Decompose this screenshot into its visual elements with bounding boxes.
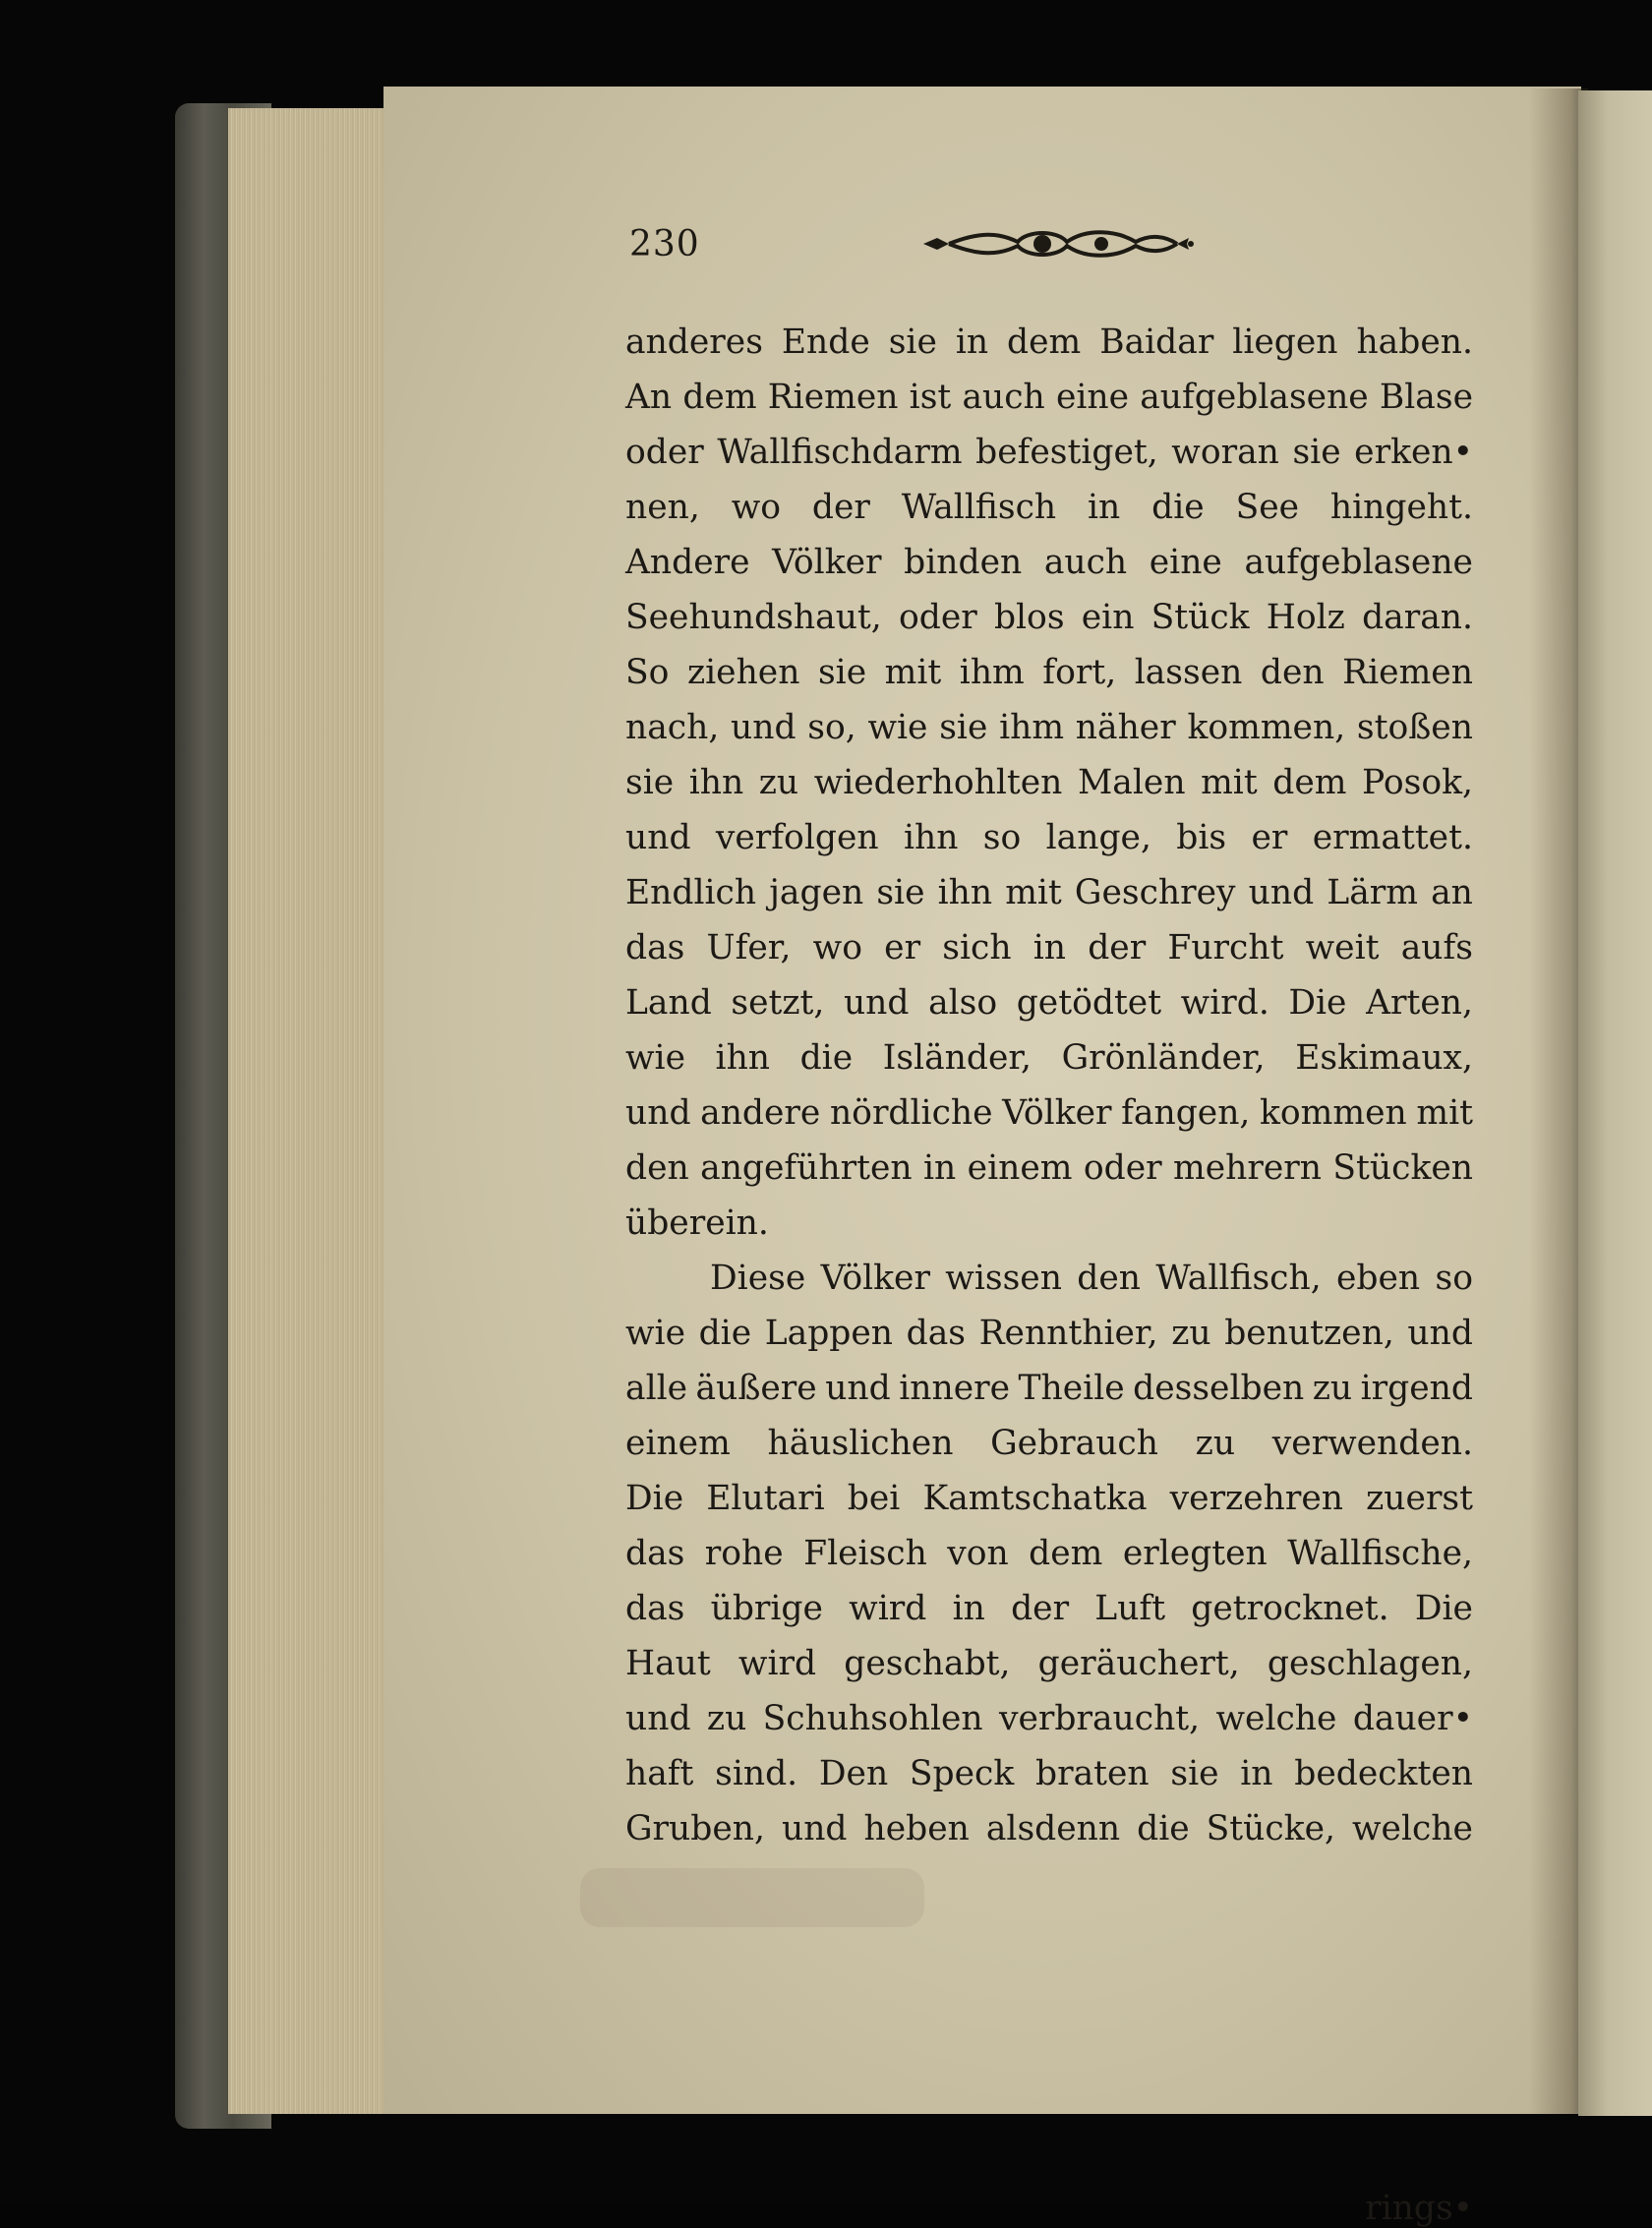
- text-line: [625, 1636, 1473, 1691]
- word: das: [625, 1589, 685, 1628]
- text-line: [625, 1085, 1473, 1141]
- word: anderes: [625, 322, 763, 362]
- text-line: [625, 535, 1473, 590]
- word: dem: [1007, 322, 1082, 362]
- word: getödtet: [1016, 983, 1162, 1023]
- word: sie: [888, 322, 937, 362]
- word: binden: [904, 543, 1023, 582]
- word: so: [1435, 1259, 1473, 1298]
- word: Wallfische,: [1287, 1534, 1473, 1573]
- word: Holz: [1266, 598, 1345, 637]
- word: einem: [625, 1424, 731, 1463]
- word: die: [1137, 1809, 1190, 1848]
- word: mit: [1201, 763, 1258, 802]
- text-line: [625, 425, 1473, 480]
- word: Stücken: [1332, 1148, 1473, 1188]
- word: ermattet.: [1312, 818, 1473, 857]
- word: erken•: [1354, 433, 1473, 472]
- word: innere: [899, 1369, 1011, 1408]
- word: Riemen: [1342, 653, 1473, 692]
- page-block-edges: [228, 108, 405, 2114]
- text-line: [625, 1030, 1473, 1085]
- word: von: [947, 1534, 1009, 1573]
- word: aufs: [1400, 928, 1473, 967]
- text-line: [625, 920, 1473, 975]
- page-number: 230: [629, 224, 700, 264]
- word: jagen: [769, 873, 864, 912]
- word: häuslichen: [767, 1424, 954, 1463]
- word: lassen: [1134, 653, 1243, 692]
- word: alsdenn: [985, 1809, 1121, 1848]
- word: Endlich: [625, 873, 757, 912]
- word: ihn: [688, 763, 744, 802]
- text-line: [625, 645, 1473, 700]
- word: und: [843, 983, 910, 1023]
- word: oder: [898, 598, 977, 637]
- word: Eskimaux,: [1295, 1038, 1473, 1078]
- word: Ufer,: [706, 928, 792, 967]
- word: Geschrey: [1074, 873, 1236, 912]
- text-line: [625, 1251, 1473, 1306]
- word: so,: [807, 708, 856, 747]
- word: Andere: [625, 543, 750, 582]
- word: heben: [863, 1809, 970, 1848]
- text-line: [625, 1306, 1473, 1361]
- word: zu: [758, 763, 799, 802]
- word: Wallfisch: [901, 488, 1057, 527]
- text-line: [625, 1526, 1473, 1581]
- word: befestiget,: [975, 433, 1158, 472]
- word: haben.: [1356, 322, 1473, 362]
- word: Wallfischdarm: [717, 433, 963, 472]
- ink-bleed-smudge: [580, 1868, 924, 1927]
- text-line: [625, 975, 1473, 1030]
- word: erlegten: [1122, 1534, 1268, 1573]
- word: Ende: [781, 322, 870, 362]
- word: zu: [706, 1699, 747, 1738]
- word: in: [1240, 1754, 1273, 1793]
- word: blos: [993, 598, 1065, 637]
- word: sind.: [715, 1754, 798, 1793]
- word: und: [781, 1809, 848, 1848]
- word: Luft: [1094, 1589, 1166, 1628]
- text-line: [625, 1691, 1473, 1746]
- word: ihn: [937, 873, 993, 912]
- word: verzehren: [1169, 1479, 1343, 1518]
- word: verbraucht,: [999, 1699, 1201, 1738]
- word: bedeckten: [1294, 1754, 1473, 1793]
- word: sie: [1170, 1754, 1219, 1793]
- word: welche: [1352, 1809, 1473, 1848]
- word: stoßen: [1356, 708, 1473, 747]
- word: lange,: [1045, 818, 1151, 857]
- word: Furcht: [1167, 928, 1284, 967]
- text-line: [625, 1581, 1473, 1636]
- word: eine: [1055, 378, 1130, 417]
- word: den: [625, 1148, 689, 1188]
- word: in: [1088, 488, 1121, 527]
- word: Die: [1288, 983, 1347, 1023]
- word: äußere: [695, 1369, 817, 1408]
- word: Posok,: [1362, 763, 1473, 802]
- word: Blase: [1379, 378, 1473, 417]
- text-line: [625, 1141, 1473, 1196]
- word: nördliche: [829, 1093, 993, 1133]
- word: Diese: [710, 1259, 806, 1298]
- word: sie: [625, 763, 675, 802]
- word: ihm: [999, 708, 1065, 747]
- word: geschabt,: [844, 1644, 1011, 1683]
- word: und: [625, 1699, 691, 1738]
- word: sich: [942, 928, 1012, 967]
- text-line: [625, 1801, 1473, 1856]
- word: in: [923, 1148, 957, 1188]
- word: und: [1407, 1314, 1473, 1353]
- word: Theile: [1018, 1369, 1125, 1408]
- word: und: [625, 1093, 691, 1133]
- word: an: [1431, 873, 1473, 912]
- text-line: [625, 1746, 1473, 1801]
- word: Kamtschatka: [922, 1479, 1148, 1518]
- word: andere: [700, 1093, 821, 1133]
- text-line: [625, 865, 1473, 920]
- word: benutzen,: [1224, 1314, 1394, 1353]
- word: An: [625, 378, 673, 417]
- word: den: [1077, 1259, 1141, 1298]
- word: in: [955, 322, 989, 362]
- catchword: rings•: [1365, 2189, 1473, 2228]
- text-line: [625, 700, 1473, 755]
- word: der: [811, 488, 870, 527]
- word: Stücke,: [1206, 1809, 1335, 1848]
- word: zu: [1195, 1424, 1236, 1463]
- word: wird: [738, 1644, 817, 1683]
- word: Die: [625, 1479, 684, 1518]
- word: dem: [1029, 1534, 1103, 1573]
- word: zu: [1171, 1314, 1211, 1353]
- word: sie: [876, 873, 925, 912]
- word: Den: [818, 1754, 889, 1793]
- word: also: [928, 983, 998, 1023]
- word: eben: [1336, 1259, 1421, 1298]
- word: mit: [1416, 1093, 1473, 1133]
- word: verwenden.: [1271, 1424, 1473, 1463]
- word: und: [1248, 873, 1315, 912]
- word: desselben: [1133, 1369, 1305, 1408]
- word: wie: [867, 708, 928, 747]
- word: das: [625, 928, 685, 967]
- text-line: [625, 755, 1473, 810]
- word: Baidar: [1099, 322, 1214, 362]
- word: Riemen: [767, 378, 899, 417]
- word: in: [1032, 928, 1067, 967]
- word: Die: [1414, 1589, 1473, 1628]
- text-line: [625, 315, 1473, 370]
- word: See: [1235, 488, 1300, 527]
- word: näher: [1075, 708, 1176, 747]
- word: Lärm: [1327, 873, 1418, 912]
- word: woran: [1171, 433, 1279, 472]
- word: ist: [909, 378, 952, 417]
- word: ihn: [903, 818, 959, 857]
- ornament-icon: [919, 224, 1195, 264]
- word: zu: [1312, 1369, 1353, 1408]
- word: oder: [625, 433, 704, 472]
- word: wissen: [945, 1259, 1062, 1298]
- word: aufgeblasene: [1244, 543, 1473, 582]
- word: in: [952, 1589, 985, 1628]
- word: die: [799, 1038, 854, 1078]
- word: wo: [812, 928, 862, 967]
- word: und: [825, 1369, 891, 1408]
- text-line: [625, 1361, 1473, 1416]
- word: der: [1011, 1589, 1070, 1628]
- word: Arten,: [1366, 983, 1473, 1023]
- word: rohe: [704, 1534, 784, 1573]
- word: Gebrauch: [990, 1424, 1158, 1463]
- facing-page-edge: [1578, 90, 1652, 2116]
- word: So: [625, 653, 670, 692]
- word: nach,: [625, 708, 720, 747]
- word: bei: [847, 1479, 901, 1518]
- word: Wallfisch,: [1155, 1259, 1322, 1298]
- word: Schuhsohlen: [762, 1699, 983, 1738]
- word: ihm: [959, 653, 1025, 692]
- word: hingeht.: [1329, 488, 1473, 527]
- word: bis: [1176, 818, 1227, 857]
- word: Elutari: [706, 1479, 825, 1518]
- word: nen,: [625, 488, 700, 527]
- word: irgend: [1360, 1369, 1473, 1408]
- word: Grönländer,: [1061, 1038, 1266, 1078]
- word: er: [884, 928, 921, 967]
- word: Völker: [1002, 1093, 1112, 1133]
- word: einem: [967, 1148, 1073, 1188]
- word: die: [1151, 488, 1205, 527]
- word: sie: [1292, 433, 1341, 472]
- word: braten: [1035, 1754, 1150, 1793]
- word: Isländer,: [882, 1038, 1032, 1078]
- word: angeführten: [700, 1148, 913, 1188]
- word: so: [982, 818, 1022, 857]
- page-header: [629, 224, 1219, 264]
- word: die: [698, 1314, 752, 1353]
- word: ein: [1081, 598, 1135, 637]
- word: Haut: [625, 1644, 711, 1683]
- word: ihn: [715, 1038, 771, 1078]
- word: Speck: [909, 1754, 1015, 1793]
- word: daran.: [1362, 598, 1473, 637]
- text-line: [625, 810, 1473, 865]
- word: kommen: [1260, 1093, 1407, 1133]
- word: wird.: [1180, 983, 1269, 1023]
- word: und: [731, 708, 796, 747]
- word: der: [1088, 928, 1147, 967]
- word: mit: [1005, 873, 1062, 912]
- word: er: [1251, 818, 1288, 857]
- page-body-text: [625, 315, 1473, 2228]
- word: sie: [817, 653, 867, 692]
- word: verfolgen: [715, 818, 879, 857]
- word: mit: [884, 653, 942, 692]
- word: Stück: [1150, 598, 1250, 637]
- word: liegen: [1232, 322, 1338, 362]
- word: weit: [1305, 928, 1380, 967]
- word: setzt,: [731, 983, 825, 1023]
- word: ziehen: [686, 653, 800, 692]
- word: überein.: [625, 1203, 769, 1243]
- word: eine: [1149, 543, 1222, 582]
- word: kommen,: [1187, 708, 1346, 747]
- word: Lappen: [764, 1314, 894, 1353]
- word: und: [625, 818, 691, 857]
- word: getrocknet.: [1191, 1589, 1389, 1628]
- word: übrige: [710, 1589, 823, 1628]
- word: Seehundshaut,: [625, 598, 882, 637]
- word: wo: [731, 488, 782, 527]
- word: Land: [625, 983, 712, 1023]
- word: dem: [682, 378, 757, 417]
- word: den: [1260, 653, 1325, 692]
- word: dauer•: [1352, 1699, 1473, 1738]
- word: Fleisch: [803, 1534, 927, 1573]
- word: Völker: [820, 1259, 930, 1298]
- word: fangen,: [1121, 1093, 1251, 1133]
- word: wiederhohlten: [813, 763, 1063, 802]
- word: Völker: [772, 543, 882, 582]
- word: das: [906, 1314, 966, 1353]
- word: mehrern: [1173, 1148, 1323, 1188]
- word: alle: [625, 1369, 688, 1408]
- word: wird: [849, 1589, 927, 1628]
- word: oder: [1083, 1148, 1162, 1188]
- word: sie: [939, 708, 988, 747]
- word: zuerst: [1366, 1479, 1473, 1518]
- word: auch: [1043, 543, 1128, 582]
- word: fort,: [1042, 653, 1117, 692]
- text-line: [625, 590, 1473, 645]
- word: aufgeblasene: [1140, 378, 1369, 417]
- word: Rennthier,: [978, 1314, 1158, 1353]
- text-line: [625, 370, 1473, 425]
- text-line: [625, 1196, 1473, 1251]
- word: wie: [625, 1038, 685, 1078]
- word: Malen: [1077, 763, 1186, 802]
- text-line: [625, 1471, 1473, 1526]
- word: geschlagen,: [1267, 1644, 1473, 1683]
- word: haft: [625, 1754, 694, 1793]
- word: welche: [1215, 1699, 1337, 1738]
- word: geräuchert,: [1037, 1644, 1240, 1683]
- text-line: [625, 480, 1473, 535]
- text-line: [625, 1416, 1473, 1471]
- word: auch: [962, 378, 1045, 417]
- word: das: [625, 1534, 685, 1573]
- word: dem: [1272, 763, 1347, 802]
- word: wie: [625, 1314, 685, 1353]
- word: Gruben,: [625, 1809, 765, 1848]
